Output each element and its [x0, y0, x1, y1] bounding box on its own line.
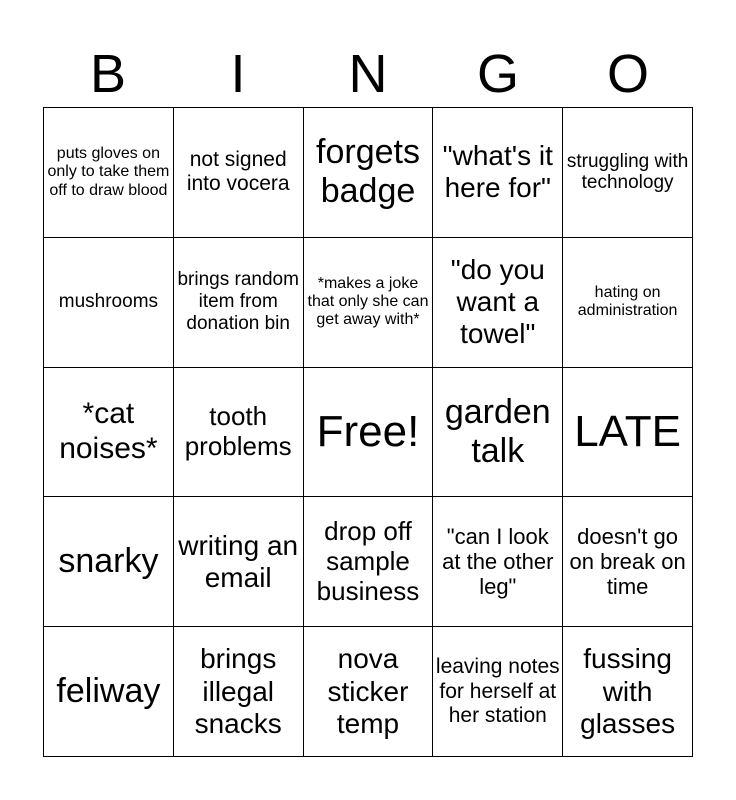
free-space-cell[interactable]: Free!	[304, 368, 434, 498]
bingo-cell[interactable]: fussing with glasses	[563, 627, 693, 757]
bingo-cell[interactable]: drop off sample business	[304, 497, 434, 627]
bingo-cell[interactable]: nova sticker temp	[304, 627, 434, 757]
bingo-cell[interactable]: writing an email	[174, 497, 304, 627]
bingo-cell[interactable]: "what's it here for"	[433, 108, 563, 238]
bingo-cell[interactable]: "can I look at the other leg"	[433, 497, 563, 627]
bingo-cell[interactable]: *cat noises*	[44, 368, 174, 498]
bingo-cell[interactable]: puts gloves on only to take them off to draw blood	[44, 108, 174, 238]
bingo-cell[interactable]: doesn't go on break on time	[563, 497, 693, 627]
bingo-cell[interactable]: brings illegal snacks	[174, 627, 304, 757]
bingo-cell[interactable]: *makes a joke that only she can get away with*	[304, 238, 434, 368]
bingo-cell[interactable]: mushrooms	[44, 238, 174, 368]
bingo-cell[interactable]: "do you want a towel"	[433, 238, 563, 368]
bingo-board	[43, 107, 693, 757]
bingo-cell[interactable]: struggling with technology	[563, 108, 693, 238]
header-letter-o: O	[606, 44, 649, 104]
header-letter-b: B	[89, 44, 127, 104]
bingo-cell[interactable]: not signed into vocera	[174, 108, 304, 238]
bingo-cell[interactable]: brings random item from donation bin	[174, 238, 304, 368]
bingo-cell[interactable]: forgets badge	[304, 108, 434, 238]
header-letter-g: G	[476, 44, 519, 104]
bingo-header	[43, 40, 693, 108]
bingo-cell[interactable]: snarky	[44, 497, 174, 627]
header-letter-i: I	[230, 44, 246, 104]
header-letter-n: N	[348, 44, 388, 104]
bingo-cell[interactable]: LATE	[563, 368, 693, 498]
bingo-cell[interactable]: hating on administration	[563, 238, 693, 368]
bingo-cell[interactable]: garden talk	[433, 368, 563, 498]
bingo-cell[interactable]: tooth problems	[174, 368, 304, 498]
bingo-cell[interactable]: leaving notes for herself at her station	[433, 627, 563, 757]
bingo-cell[interactable]: feliway	[44, 627, 174, 757]
